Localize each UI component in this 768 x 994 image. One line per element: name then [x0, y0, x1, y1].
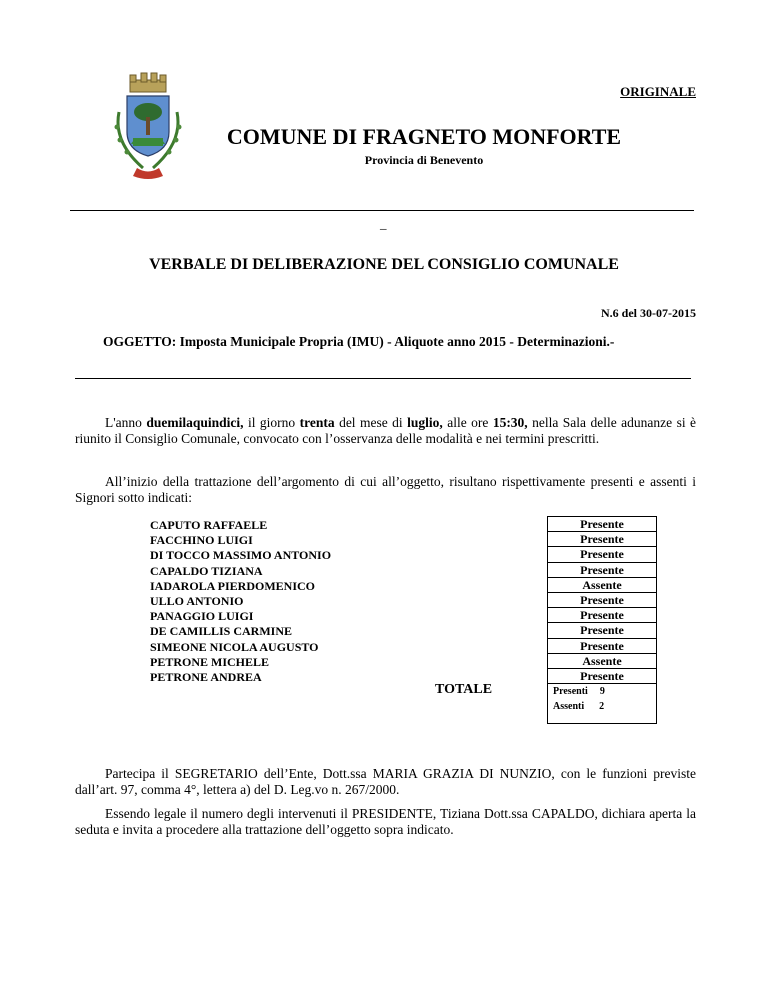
assenti-summary [548, 699, 656, 714]
segretario-paragraph [75, 766, 696, 797]
member-name: PETRONE ANDREA [150, 670, 262, 685]
member-names-list [150, 518, 331, 685]
member-status: Presente [548, 669, 656, 684]
member-status: Presente [548, 532, 656, 547]
intro-giorno: trenta [299, 415, 335, 430]
document-subject: OGGETTO: Imposta Municipale Propria (IMU) - Aliquote anno 2015 - Determinazioni.- [103, 334, 615, 349]
member-status: Assente [548, 578, 656, 593]
presidente-paragraph [75, 806, 696, 837]
member-name: IADAROLA PIERDOMENICO [150, 578, 316, 593]
member-name: DE CAMILLIS CARMINE [150, 624, 293, 639]
assenti-label: Assenti [553, 701, 585, 713]
member-status: Presente [548, 517, 656, 532]
member-status: Presente [548, 547, 656, 562]
totale-label: TOTALE [435, 682, 493, 697]
header-divider [70, 210, 694, 211]
member-name: CAPALDO TIZIANA [150, 563, 263, 578]
originale-label: ORIGINALE [620, 84, 696, 99]
member-name: DI TOCCO MASSIMO ANTONIO [150, 548, 332, 563]
intro-paragraph [75, 415, 696, 446]
document-title: VERBALE DI DELIBERAZIONE DEL CONSIGLIO COMUNALE [149, 256, 619, 273]
comune-title: COMUNE DI FRAGNETO MONFORTE [226, 124, 622, 149]
document-number-date: N.6 del 30-07-2015 [601, 306, 696, 320]
member-status: Presente [548, 623, 656, 638]
member-name: ULLO ANTONIO [150, 594, 244, 609]
presence-intro-text: All’inizio della trattazione dell’argomento di cui all’oggetto, risultano rispettivamente presenti e assenti i Signori sotto indicati: [75, 474, 696, 505]
presenti-summary [548, 684, 656, 699]
presenti-label: Presenti [553, 686, 588, 698]
intro-pre1: L'anno [105, 415, 147, 430]
intro-rest: nella Sala delle adunanze si è riunito il Consiglio Comunale, convocato con l’osservanza delle modalità e nei termini prescritti. [75, 415, 697, 446]
member-status: Presente [548, 608, 656, 623]
member-name: PETRONE MICHELE [150, 654, 270, 669]
presenti-count: 9 [599, 686, 605, 698]
presence-intro-paragraph [75, 474, 696, 505]
intro-mese: luglio, [407, 415, 443, 430]
member-status: Presente [548, 563, 656, 578]
intro-anno: duemilaquindici, [146, 415, 244, 430]
intro-ora: 15:30, [492, 415, 528, 430]
assenti-count: 2 [599, 701, 605, 713]
member-name: FACCHINO LUIGI [150, 533, 253, 548]
presidente-text: Essendo legale il numero degli intervenuti il PRESIDENTE, Tiziana Dott.ssa CAPALDO, dichiara aperta la seduta e invita a procedere alla trattazione dell’oggetto sopra indicato. [75, 806, 696, 837]
member-name: SIMEONE NICOLA AUGUSTO [150, 639, 319, 654]
member-name: PANAGGIO LUIGI [150, 609, 254, 624]
member-name: CAPUTO RAFFAELE [150, 518, 268, 532]
member-status: Presente [548, 593, 656, 608]
intro-pre4: alle ore [442, 415, 493, 430]
divider-dash: _ [380, 216, 387, 231]
member-status: Assente [548, 654, 656, 669]
subject-divider [75, 378, 691, 379]
segretario-text: Partecipa il SEGRETARIO dell’Ente, Dott.ssa MARIA GRAZIA DI NUNZIO, con le funzioni previste dall’art. 97, comma 4°, lettera a) del D. Leg.vo n. 267/2000. [75, 766, 696, 797]
attendance-status-box [547, 516, 657, 724]
member-status: Presente [548, 639, 656, 654]
provincia-subtitle: Provincia di Benevento [364, 153, 484, 167]
intro-pre2: il giorno [243, 415, 300, 430]
intro-pre3: del mese di [334, 415, 408, 430]
